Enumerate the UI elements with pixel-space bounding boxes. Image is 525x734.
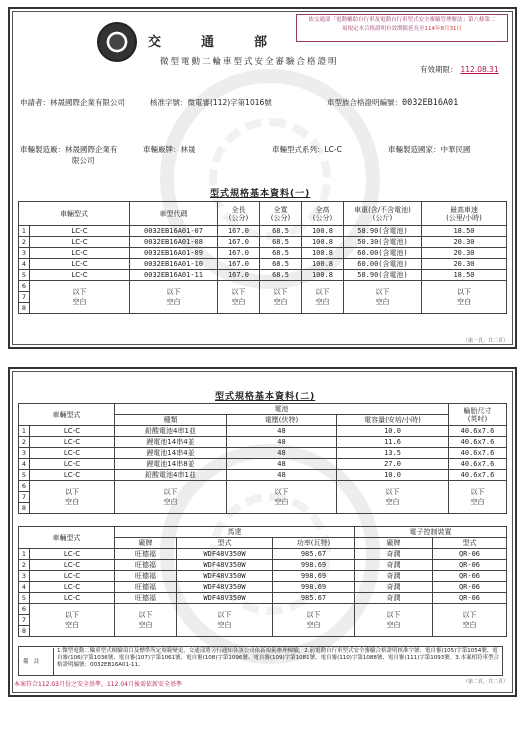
cell-wheel: 40.6x7.6 — [449, 459, 507, 470]
col-length — [218, 202, 260, 226]
blank-cell: 以下 空白 — [302, 281, 344, 314]
blank-row — [19, 481, 507, 492]
cell-battery-type: 鉛酸電池4串1並 — [115, 470, 227, 481]
brand — [143, 144, 196, 155]
row-index: 3 — [19, 571, 30, 582]
row-index: 6 — [19, 604, 30, 615]
row-index: 2 — [19, 560, 30, 571]
blank-cell: 以下 空白 — [177, 604, 273, 637]
cell-code: 0032EB16A01-08 — [130, 237, 218, 248]
certificate-page-1 — [8, 7, 517, 349]
cell-controller-brand: 奇潤 — [355, 549, 433, 560]
table-row — [19, 593, 507, 604]
validity — [420, 64, 499, 75]
blank-cell: 以下 空白 — [433, 604, 507, 637]
cell-battery-type: 鋰電池14串4並 — [115, 448, 227, 459]
col-height-label: 全高 (公分) — [312, 205, 333, 222]
blank-cell: 以下 空白 — [130, 281, 218, 314]
approval-label: 核准字號： — [150, 98, 188, 107]
header-row — [19, 527, 507, 538]
table-row — [19, 470, 507, 481]
table-row — [19, 549, 507, 560]
applicant — [20, 97, 125, 108]
cell-motor-type: WDF48V350W — [177, 560, 273, 571]
brand-value: 林晟 — [180, 145, 196, 154]
cert-value: 0032EB16A01 — [402, 98, 459, 108]
col-length-label: 全長 (公分) — [228, 205, 249, 222]
cell-model: LC-C — [30, 259, 130, 270]
header-row — [19, 404, 507, 415]
col-height — [302, 202, 344, 226]
cell-weight: 50.30(含電池) — [344, 237, 422, 248]
cell-battery-type: 鉛酸電池4串1並 — [115, 426, 227, 437]
table-row — [19, 237, 507, 248]
cell-battery-type: 鋰電池14串4並 — [115, 437, 227, 448]
cell-capacity: 10.0 — [337, 426, 449, 437]
cell-model: LC-C — [30, 470, 115, 481]
cell-voltage: 48 — [227, 470, 337, 481]
mfr-value-2: 限公司 — [72, 156, 95, 165]
cell-model: LC-C — [30, 237, 130, 248]
col-model: 車輛型式 — [19, 527, 115, 549]
table-row — [19, 259, 507, 270]
col-motor-type: 型式 — [177, 538, 273, 549]
cell-height: 100.8 — [302, 226, 344, 237]
col-model: 車輛型式 — [19, 404, 115, 426]
cell-battery-type: 鋰電池14串8並 — [115, 459, 227, 470]
remarks-box — [18, 646, 503, 676]
cell-power: 998.69 — [273, 582, 355, 593]
spec-table-1 — [18, 201, 507, 314]
cell-speed: 20.30 — [422, 259, 507, 270]
cell-code: 0032EB16A01-10 — [130, 259, 218, 270]
row-index: 8 — [19, 626, 30, 637]
cell-weight: 58.90(含電池) — [344, 270, 422, 281]
cell-width: 68.5 — [260, 259, 302, 270]
blank-cell: 以下 空白 — [260, 281, 302, 314]
col-controller: 電子控制裝置 — [355, 527, 507, 538]
row-index: 4 — [19, 259, 30, 270]
cell-motor-type: WDF48V350W — [177, 582, 273, 593]
cell-width: 68.5 — [260, 270, 302, 281]
col-width-label: 全寬 (公分) — [270, 205, 291, 222]
cell-height: 100.8 — [302, 259, 344, 270]
cell-motor-type: WDF48V350W — [177, 593, 273, 604]
cell-width: 68.5 — [260, 237, 302, 248]
cell-power: 985.67 — [273, 593, 355, 604]
table-row — [19, 437, 507, 448]
col-wheel — [449, 404, 507, 426]
cell-controller-brand: 奇潤 — [355, 593, 433, 604]
col-speed — [422, 202, 507, 226]
blank-cell: 以下 空白 — [115, 481, 227, 514]
blank-row — [19, 281, 507, 292]
cell-model: LC-C — [30, 437, 115, 448]
col-weight-label: 車重(含/不含電池) (公斤) — [354, 205, 411, 222]
row-index: 8 — [19, 303, 30, 314]
row-index: 2 — [19, 237, 30, 248]
cell-height: 100.8 — [302, 237, 344, 248]
cell-height: 100.8 — [302, 270, 344, 281]
series-label: 車輛型式系列： — [272, 145, 325, 154]
page-number: （第二頁，共二頁） — [463, 679, 509, 685]
applicant-label: 申請者： — [20, 98, 50, 107]
row-index: 8 — [19, 503, 30, 514]
cell-power: 998.69 — [273, 560, 355, 571]
cell-speed: 18.50 — [422, 226, 507, 237]
cell-model: LC-C — [30, 270, 130, 281]
col-wheel-label: 輪胎尺寸 (英吋) — [463, 406, 492, 423]
table-row — [19, 582, 507, 593]
cell-model: LC-C — [30, 582, 115, 593]
cell-length: 167.0 — [218, 248, 260, 259]
cell-capacity: 11.6 — [337, 437, 449, 448]
cell-code: 0032EB16A01-09 — [130, 248, 218, 259]
cell-capacity: 27.0 — [337, 459, 449, 470]
mfr-value-1: 林晟國際企業有 — [65, 145, 118, 154]
approval-value: 微電審(112)字第1016號 — [187, 98, 272, 107]
cell-length: 167.0 — [218, 259, 260, 270]
row-index: 6 — [19, 481, 30, 492]
extension-stamp — [296, 14, 508, 42]
brand-label: 車輛廠牌： — [143, 145, 181, 154]
col-code: 車型代碼 — [130, 202, 218, 226]
cert-label: 車型族合格證明編號： — [327, 98, 402, 107]
cell-wheel: 40.6x7.6 — [449, 470, 507, 481]
col-battery-type: 種類 — [115, 415, 227, 426]
cell-model: LC-C — [30, 593, 115, 604]
country-label: 車輛製造國家： — [388, 145, 441, 154]
row-index: 4 — [19, 582, 30, 593]
row-index: 1 — [19, 426, 30, 437]
row-index: 7 — [19, 292, 30, 303]
cell-capacity: 10.0 — [337, 470, 449, 481]
table-row — [19, 426, 507, 437]
cell-controller-type: QR-06 — [433, 560, 507, 571]
table-row — [19, 560, 507, 571]
country-value: 中華民國 — [440, 145, 471, 154]
cell-width: 68.5 — [260, 248, 302, 259]
cell-motor-type: WDF48V350W — [177, 571, 273, 582]
cell-weight: 60.00(含電池) — [344, 248, 422, 259]
blank-cell: 以下 空白 — [218, 281, 260, 314]
row-index: 7 — [19, 492, 30, 503]
stamp-line-2: 項規定本合格證明有效期限延長至 — [341, 26, 425, 32]
blank-cell: 以下 空白 — [30, 604, 115, 637]
stamp-date: 114年8月31日 — [424, 26, 462, 32]
cell-model: LC-C — [30, 448, 115, 459]
cell-wheel: 40.6x7.6 — [449, 426, 507, 437]
cell-voltage: 48 — [227, 426, 337, 437]
row-index: 4 — [19, 459, 30, 470]
blank-cell: 以下 空白 — [30, 481, 115, 514]
header-row — [19, 202, 507, 226]
cell-speed: 18.50 — [422, 270, 507, 281]
table-row — [19, 270, 507, 281]
col-motor: 馬達 — [115, 527, 355, 538]
series — [272, 144, 342, 155]
blank-cell: 以下 空白 — [227, 481, 337, 514]
ministry-emblem-icon — [97, 22, 137, 62]
cell-motor-brand: 旺德福 — [115, 560, 177, 571]
series-value: LC-C — [324, 145, 342, 154]
cell-wheel: 40.6x7.6 — [449, 448, 507, 459]
cell-wheel: 40.6x7.6 — [449, 437, 507, 448]
cell-motor-brand: 旺德福 — [115, 571, 177, 582]
cell-voltage: 48 — [227, 448, 337, 459]
row-index: 7 — [19, 615, 30, 626]
applicant-value: 林晟國際企業有限公司 — [50, 98, 125, 107]
cell-code: 0032EB16A01-11 — [130, 270, 218, 281]
cell-power: 998.69 — [273, 571, 355, 582]
row-index: 1 — [19, 226, 30, 237]
table-row — [19, 459, 507, 470]
col-width — [260, 202, 302, 226]
validity-label: 有效期限： — [420, 65, 458, 74]
validity-value: 112.08.31 — [460, 65, 499, 74]
cell-model: LC-C — [30, 226, 130, 237]
cell-weight: 58.90(含電池) — [344, 226, 422, 237]
cell-capacity: 13.5 — [337, 448, 449, 459]
blank-cell: 以下 空白 — [337, 481, 449, 514]
blank-cell: 以下 空白 — [355, 604, 433, 637]
cert-number — [327, 97, 458, 108]
col-motor-brand: 廠牌 — [115, 538, 177, 549]
footnote: 本案符合112.03月份之安全基準，112.04月後需依新安全基準 — [14, 681, 182, 688]
cell-length: 167.0 — [218, 226, 260, 237]
cell-width: 68.5 — [260, 226, 302, 237]
table-row — [19, 226, 507, 237]
battery-table — [18, 403, 507, 514]
col-weight — [344, 202, 422, 226]
col-voltage: 電壓(伏特) — [227, 415, 337, 426]
col-controller-type: 型式 — [433, 538, 507, 549]
cell-weight: 60.00(含電池) — [344, 259, 422, 270]
table-row — [19, 248, 507, 259]
cell-controller-type: QR-06 — [433, 593, 507, 604]
cell-voltage: 48 — [227, 459, 337, 470]
stamp-line-1: 依交通部「電動輔助自行車及電動自行車型式安全審驗管理辦法」第八條第二 — [308, 17, 496, 23]
manufacturer — [20, 144, 118, 166]
blank-cell: 以下 空白 — [449, 481, 507, 514]
col-model: 車輛型式 — [19, 202, 130, 226]
col-battery: 電池 — [115, 404, 449, 415]
cell-model: LC-C — [30, 459, 115, 470]
cell-controller-type: QR-06 — [433, 582, 507, 593]
blank-cell: 以下 空白 — [30, 281, 130, 314]
col-speed-label: 最高車速 (公里/小時) — [446, 205, 482, 222]
cell-code: 0032EB16A01-07 — [130, 226, 218, 237]
row-index: 1 — [19, 549, 30, 560]
row-index: 5 — [19, 470, 30, 481]
cell-speed: 20.30 — [422, 237, 507, 248]
approval — [150, 97, 272, 108]
doc-title: 微型電動二輪車型式安全審驗合格證明 — [160, 57, 339, 67]
cell-controller-brand: 奇潤 — [355, 582, 433, 593]
cell-model: LC-C — [30, 426, 115, 437]
blank-cell: 以下 空白 — [115, 604, 177, 637]
country — [388, 144, 471, 155]
cell-length: 167.0 — [218, 237, 260, 248]
cell-motor-brand: 旺德福 — [115, 582, 177, 593]
cell-model: LC-C — [30, 248, 130, 259]
cell-height: 100.8 — [302, 248, 344, 259]
org-title: 交通部 — [148, 35, 308, 50]
cell-controller-type: QR-06 — [433, 571, 507, 582]
remarks-label: 備 註 — [23, 659, 40, 665]
spec-table-2-title: 型式規格基本資料(二) — [215, 392, 316, 402]
row-index: 5 — [19, 270, 30, 281]
table-row — [19, 448, 507, 459]
mfr-label: 車輛製造廠： — [20, 145, 65, 154]
spec-table-1-title: 型式規格基本資料(一) — [210, 189, 311, 199]
cell-model: LC-C — [30, 560, 115, 571]
cell-controller-brand: 奇潤 — [355, 560, 433, 571]
blank-cell: 以下 空白 — [273, 604, 355, 637]
blank-row — [19, 604, 507, 615]
motor-table — [18, 526, 507, 637]
cell-length: 167.0 — [218, 270, 260, 281]
cell-voltage: 48 — [227, 437, 337, 448]
col-capacity: 電容量(安培/小時) — [337, 415, 449, 426]
row-index: 3 — [19, 248, 30, 259]
col-power: 功率(瓦特) — [273, 538, 355, 549]
blank-cell: 以下 空白 — [344, 281, 422, 314]
stamp-line-2-wrap — [300, 25, 504, 34]
page-number: （第一頁，共二頁） — [463, 338, 509, 344]
cell-motor-type: WDF48V350W — [177, 549, 273, 560]
cell-power: 985.67 — [273, 549, 355, 560]
cell-motor-brand: 旺德福 — [115, 549, 177, 560]
row-index: 3 — [19, 448, 30, 459]
cell-controller-type: QR-06 — [433, 549, 507, 560]
col-controller-brand: 廠牌 — [355, 538, 433, 549]
table-row — [19, 571, 507, 582]
cell-model: LC-C — [30, 571, 115, 582]
row-index: 5 — [19, 593, 30, 604]
row-index: 6 — [19, 281, 30, 292]
cell-controller-brand: 奇潤 — [355, 571, 433, 582]
row-index: 2 — [19, 437, 30, 448]
cell-motor-brand: 旺德福 — [115, 593, 177, 604]
cell-speed: 20.30 — [422, 248, 507, 259]
cell-model: LC-C — [30, 549, 115, 560]
remarks-text: 1.微型電動二輪車型式檢驗項目及標準所定規範變更，交通部將另行通知各該公司依新規範辦理檢驗，2.前電動自行車型式安全審驗合格證明核准字號：電自審(105)字第1054號、電自審(106)字第1036號、電自審(107)字第1061號、電自審(108)字第1096號、電自審(109)字第1081號、電自審(110)字第1088號、電自審(111)字第1093號。3.本案相符車型合格證明編號：0032EB16A01-11。 — [53, 648, 501, 676]
blank-cell: 以下 空白 — [422, 281, 507, 314]
